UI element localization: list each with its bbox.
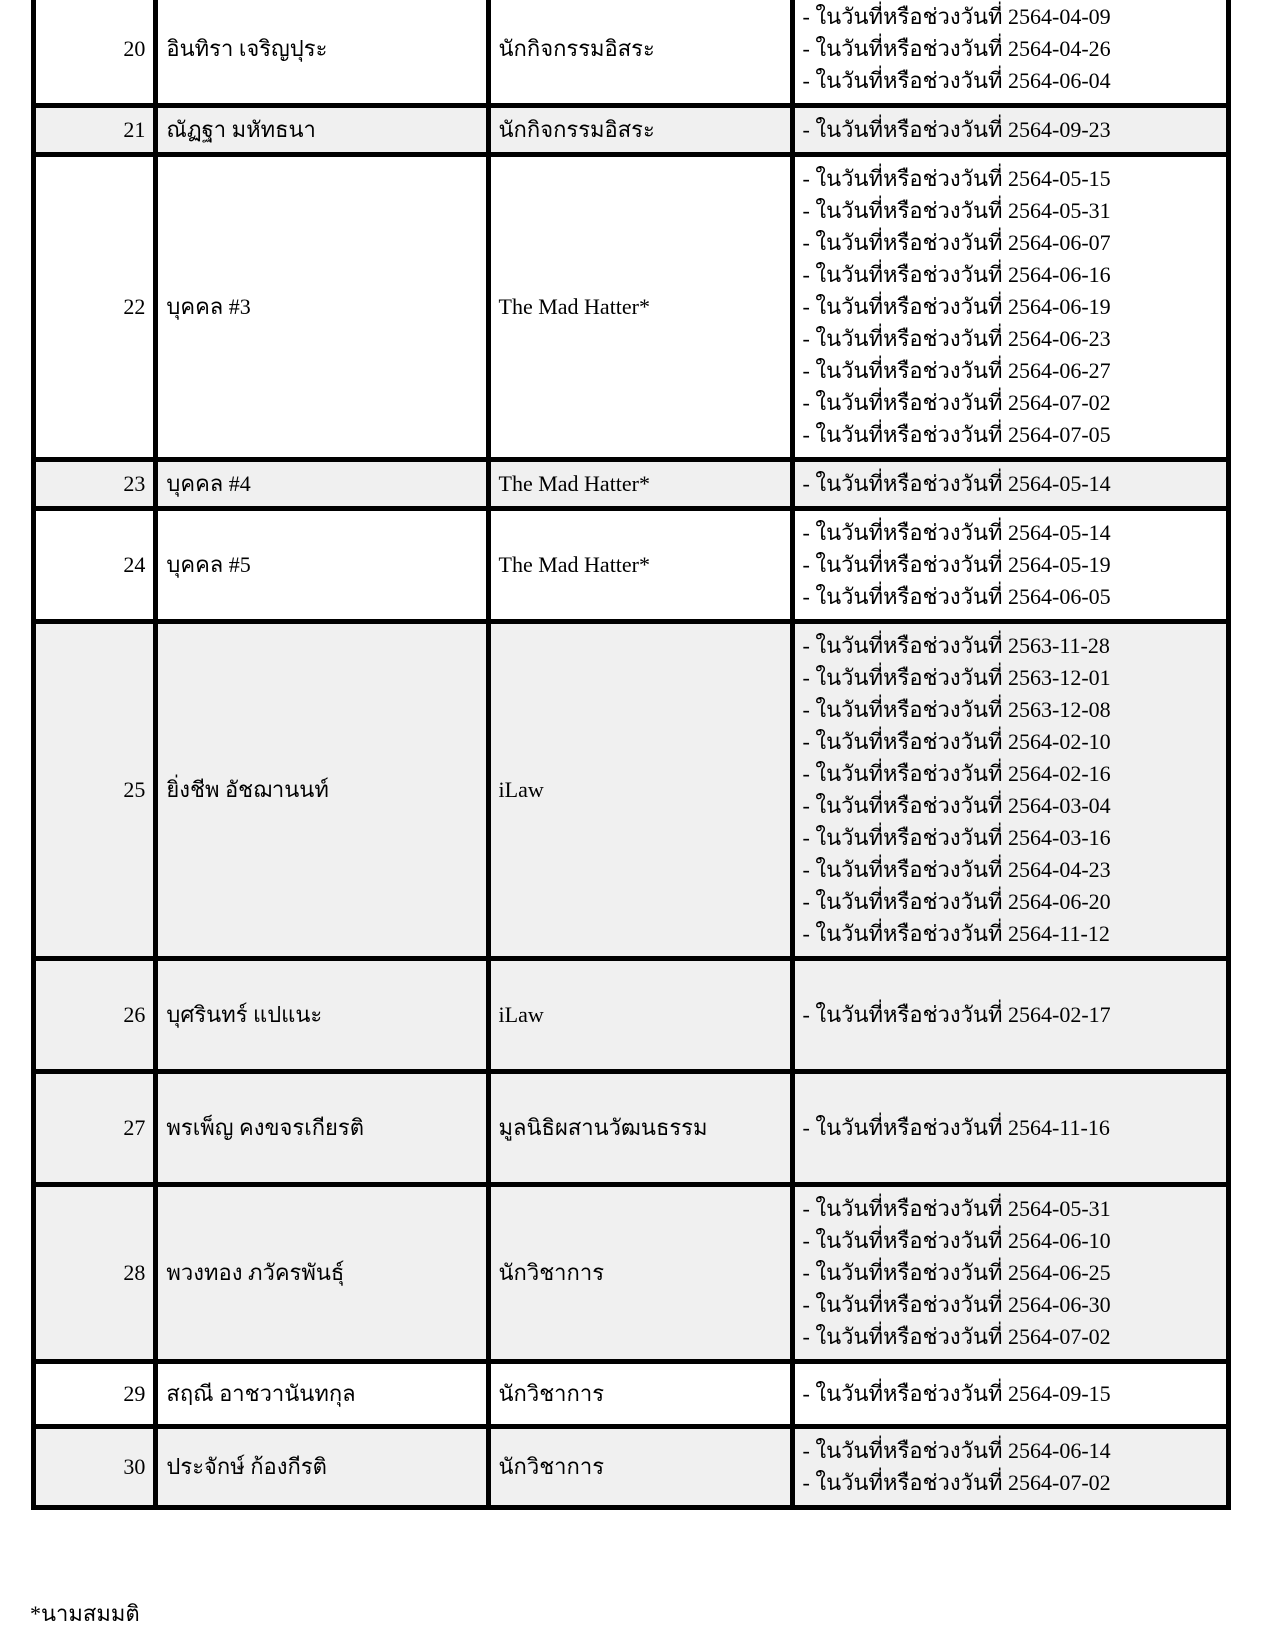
organization: มูลนิธิผสานวัฒนธรรม — [488, 1072, 792, 1185]
person-name: บุคคล #5 — [156, 509, 488, 622]
person-name: ยิ่งชีพ อัชฌานนท์ — [156, 622, 488, 959]
date-entry: - ในวันที่หรือช่วงวันที่ 2564-05-31 — [802, 198, 1111, 223]
date-entry: - ในวันที่หรือช่วงวันที่ 2563-12-08 — [802, 697, 1111, 722]
date-entry: - ในวันที่หรือช่วงวันที่ 2564-09-15 — [802, 1381, 1111, 1406]
date-list — [792, 155, 1228, 460]
date-entry: - ในวันที่หรือช่วงวันที่ 2564-06-14 — [802, 1438, 1111, 1463]
date-entry: - ในวันที่หรือช่วงวันที่ 2564-11-16 — [802, 1115, 1110, 1140]
date-entry: - ในวันที่หรือช่วงวันที่ 2564-02-16 — [802, 761, 1111, 786]
row-number: 23 — [34, 460, 156, 509]
date-entry: - ในวันที่หรือช่วงวันที่ 2564-05-14 — [802, 471, 1111, 496]
date-entry: - ในวันที่หรือช่วงวันที่ 2564-05-19 — [802, 552, 1111, 577]
person-name: พวงทอง ภวัครพันธุ์ — [156, 1185, 488, 1362]
date-entry: - ในวันที่หรือช่วงวันที่ 2564-07-05 — [802, 422, 1111, 447]
date-entry: - ในวันที่หรือช่วงวันที่ 2564-02-17 — [802, 1002, 1111, 1027]
person-name: อินทิรา เจริญปุระ — [156, 0, 488, 106]
date-entry: - ในวันที่หรือช่วงวันที่ 2563-12-01 — [802, 665, 1111, 690]
date-entry: - ในวันที่หรือช่วงวันที่ 2564-03-04 — [802, 793, 1111, 818]
date-entry: - ในวันที่หรือช่วงวันที่ 2564-06-30 — [802, 1292, 1111, 1317]
date-entry: - ในวันที่หรือช่วงวันที่ 2564-05-14 — [802, 520, 1111, 545]
person-name: บุศรินทร์ แปแนะ — [156, 959, 488, 1072]
date-entry: - ในวันที่หรือช่วงวันที่ 2564-02-10 — [802, 729, 1111, 754]
row-number: 28 — [34, 1185, 156, 1362]
date-entry: - ในวันที่หรือช่วงวันที่ 2564-06-19 — [802, 294, 1111, 319]
person-name: ประจักษ์ ก้องกีรติ — [156, 1427, 488, 1508]
organization: The Mad Hatter* — [488, 509, 792, 622]
organization: iLaw — [488, 959, 792, 1072]
organization: iLaw — [488, 622, 792, 959]
organization: นักกิจกรรมอิสระ — [488, 0, 792, 106]
organization: นักวิชาการ — [488, 1185, 792, 1362]
date-entry: - ในวันที่หรือช่วงวันที่ 2564-06-05 — [802, 584, 1111, 609]
date-list — [792, 1427, 1228, 1508]
date-entry: - ในวันที่หรือช่วงวันที่ 2564-04-23 — [802, 857, 1111, 882]
date-entry: - ในวันที่หรือช่วงวันที่ 2564-06-25 — [802, 1260, 1111, 1285]
table-row — [34, 155, 1229, 460]
person-name: บุคคล #4 — [156, 460, 488, 509]
organization: นักวิชาการ — [488, 1427, 792, 1508]
footnote: *นามสมมติ — [30, 1601, 140, 1626]
row-number: 27 — [34, 1072, 156, 1185]
row-number: 20 — [34, 0, 156, 106]
date-entry: - ในวันที่หรือช่วงวันที่ 2564-06-16 — [802, 262, 1111, 287]
table-row — [34, 959, 1229, 1072]
row-number: 26 — [34, 959, 156, 1072]
date-list — [792, 509, 1228, 622]
row-number: 25 — [34, 622, 156, 959]
table-row — [34, 1362, 1229, 1427]
date-entry: - ในวันที่หรือช่วงวันที่ 2564-07-02 — [802, 390, 1111, 415]
person-name: ณัฏฐา มหัทธนา — [156, 106, 488, 155]
date-entry: - ในวันที่หรือช่วงวันที่ 2564-05-31 — [802, 1196, 1111, 1221]
row-number: 30 — [34, 1427, 156, 1508]
date-list — [792, 959, 1228, 1072]
date-entry: - ในวันที่หรือช่วงวันที่ 2564-07-02 — [802, 1470, 1111, 1495]
organization: นักกิจกรรมอิสระ — [488, 106, 792, 155]
table-row — [34, 106, 1229, 155]
table-row — [34, 1427, 1229, 1508]
date-entry: - ในวันที่หรือช่วงวันที่ 2564-06-23 — [802, 326, 1111, 351]
date-entry: - ในวันที่หรือช่วงวันที่ 2564-06-20 — [802, 889, 1111, 914]
organization: The Mad Hatter* — [488, 460, 792, 509]
date-entry: - ในวันที่หรือช่วงวันที่ 2564-05-15 — [802, 166, 1111, 191]
date-list — [792, 1362, 1228, 1427]
table-row — [34, 1185, 1229, 1362]
date-list — [792, 1185, 1228, 1362]
date-list — [792, 460, 1228, 509]
date-entry: - ในวันที่หรือช่วงวันที่ 2563-11-28 — [802, 633, 1110, 658]
date-list — [792, 1072, 1228, 1185]
row-number: 22 — [34, 155, 156, 460]
date-list — [792, 106, 1228, 155]
organization: นักวิชาการ — [488, 1362, 792, 1427]
organization: The Mad Hatter* — [488, 155, 792, 460]
table-body — [34, 0, 1229, 1508]
table-row — [34, 622, 1229, 959]
row-number: 29 — [34, 1362, 156, 1427]
date-entry: - ในวันที่หรือช่วงวันที่ 2564-06-07 — [802, 230, 1111, 255]
table-row — [34, 1072, 1229, 1185]
row-number: 24 — [34, 509, 156, 622]
document-table-container — [31, 0, 1231, 1510]
table-row — [34, 460, 1229, 509]
targets-table — [31, 0, 1231, 1510]
table-row — [34, 509, 1229, 622]
date-entry: - ในวันที่หรือช่วงวันที่ 2564-04-09 — [802, 4, 1111, 29]
date-list — [792, 0, 1228, 106]
date-entry: - ในวันที่หรือช่วงวันที่ 2564-07-02 — [802, 1324, 1111, 1349]
date-entry: - ในวันที่หรือช่วงวันที่ 2564-09-23 — [802, 117, 1111, 142]
date-entry: - ในวันที่หรือช่วงวันที่ 2564-06-04 — [802, 68, 1111, 93]
date-entry: - ในวันที่หรือช่วงวันที่ 2564-04-26 — [802, 36, 1111, 61]
date-entry: - ในวันที่หรือช่วงวันที่ 2564-11-12 — [802, 921, 1110, 946]
table-row — [34, 0, 1229, 106]
date-list — [792, 622, 1228, 959]
person-name: พรเพ็ญ คงขจรเกียรติ — [156, 1072, 488, 1185]
date-entry: - ในวันที่หรือช่วงวันที่ 2564-03-16 — [802, 825, 1111, 850]
person-name: บุคคล #3 — [156, 155, 488, 460]
row-number: 21 — [34, 106, 156, 155]
date-entry: - ในวันที่หรือช่วงวันที่ 2564-06-27 — [802, 358, 1111, 383]
person-name: สฤณี อาชวานันทกุล — [156, 1362, 488, 1427]
date-entry: - ในวันที่หรือช่วงวันที่ 2564-06-10 — [802, 1228, 1111, 1253]
